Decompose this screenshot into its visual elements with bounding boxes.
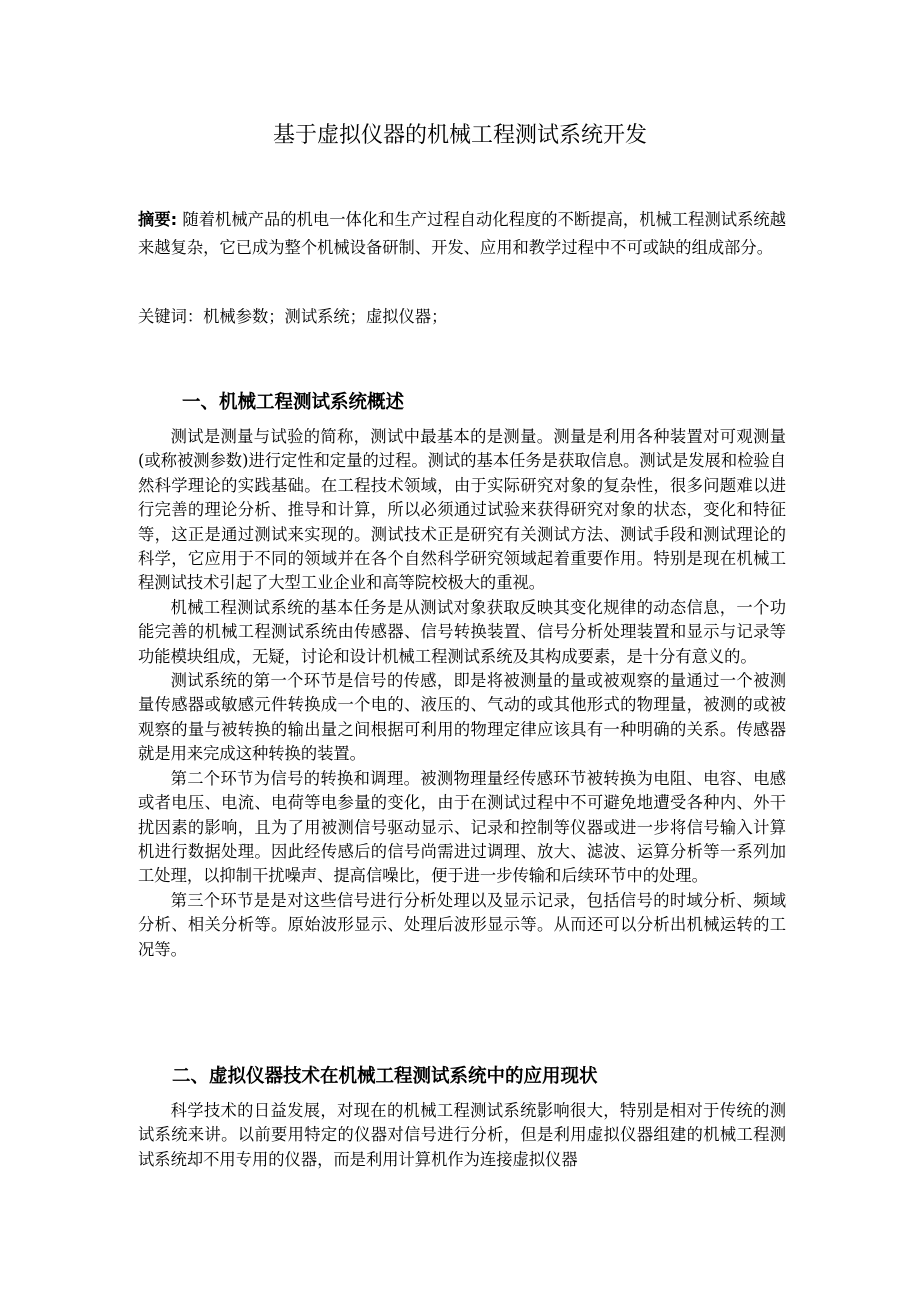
keywords — [138, 303, 786, 331]
paragraph: 科学技术的日益发展，对现在的机械工程测试系统影响很大，特别是相对于传统的测试系统来讲。以前要用特定的仪器对信号进行分析，但是利用虚拟仪器组建的机械工程测试系统却不用专用的仪器，而是利用计算机作为连接虚拟仪器 — [138, 1101, 786, 1169]
section-body-2 — [138, 1099, 786, 1172]
paragraph: 测试系统的第一个环节是信号的传感，即是将被测量的量或被观察的量通过一个被测量传感器或敏感元件转换成一个电的、液压的、气动的或其他形式的物理量，被测的或被观察的量与被转换的输出量之间根据可利用的物理定律应该具有一种明确的关系。传感器就是用来完成这种转换的装置。 — [138, 671, 786, 764]
section-heading-1: 一、机械工程测试系统概述 — [182, 392, 405, 413]
document-title: 基于虚拟仪器的机械工程测试系统开发 — [272, 123, 647, 148]
paragraph: 第二个环节为信号的转换和调理。被测物理量经传感环节被转换为电阻、电容、电感或者电压、电流、电荷等电参量的变化，由于在测试过程中不可避免地遭受各种内、外干扰因素的影响，且为了用被测信号驱动显示、记录和控制等仪器或进一步将信号输入计算机进行数据处理。因此经传感后的信号尚需进过调理、放大、滤波、运算分析等一系列加工处理，以抑制干扰噪声、提高信噪比，便于进一步传输和后续环节中的处理。 — [138, 768, 786, 886]
paragraph: 测试是测量与试验的简称，测试中最基本的是测量。测量是利用各种装置对可观测量(或称被测参数)进行定性和定量的过程。测试的基本任务是获取信息。测试是发展和检验自然科学理论的实践基础。在工程技术领域，由于实际研究对象的复杂性，很多问题难以进行完善的理论分析、推导和计算，所以必须通过试验来获得研究对象的状态，变化和特征等，这正是通过测试来实现的。测试技术正是研究有关测试方法、测试手段和测试理论的科学，它应用于不同的领域并在各个自然科学研究领域起着重要作用。特别是现在机械工程测试技术引起了大型工业企业和高等院校极大的重视。 — [138, 427, 786, 593]
paragraph: 第三个环节是是对这些信号进行分析处理以及显示记录，包括信号的时域分析、频域分析、相关分析等。原始波形显示、处理后波形显示等。从而还可以分析出机械运转的工况等。 — [138, 890, 786, 959]
keywords-text: 机械参数；测试系统；虚拟仪器； — [203, 307, 448, 326]
abstract — [138, 206, 786, 262]
abstract-label: 摘要: — [138, 210, 178, 229]
paragraph: 机械工程测试系统的基本任务是从测试对象获取反映其变化规律的动态信息，一个功能完善的机械工程测试系统由传感器、信号转换装置、信号分析处理装置和显示与记录等功能模块组成，无疑，讨论和设计机械工程测试系统及其构成要素，是十分有意义的。 — [138, 597, 786, 666]
section-heading-2: 二、虚拟仪器技术在机械工程测试系统中的应用现状 — [172, 1066, 598, 1087]
section-body-1 — [138, 425, 786, 962]
keywords-label: 关键词： — [138, 307, 204, 326]
abstract-text: 随着机械产品的机电一体化和生产过程自动化程度的不断提高，机械工程测试系统越来越复杂，它已成为整个机械设备研制、开发、应用和教学过程中不可或缺的组成部分。 — [138, 210, 786, 257]
